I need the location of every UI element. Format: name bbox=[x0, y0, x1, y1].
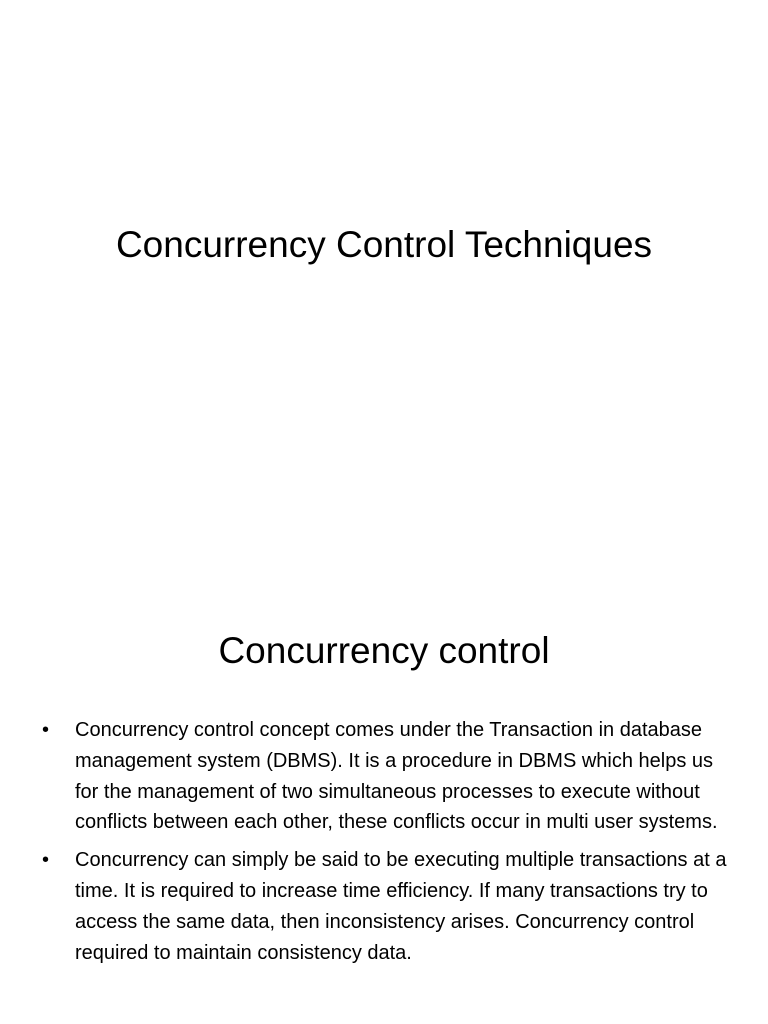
bullet-item-1 bbox=[38, 715, 728, 838]
slide-2-title: Concurrency control bbox=[218, 630, 550, 671]
bullet-item-2 bbox=[38, 845, 728, 968]
bullet-text-2: Concurrency can simply be said to be executing multiple transactions at a time. It is required to increase time efficiency. If many transactions try to access the same data, then inconsistency arises. Concurrency control required to maintain consistency data. bbox=[75, 849, 727, 964]
bullet-text-1: Concurrency control concept comes under the Transaction in database management system (DBMS). It is a procedure in DBMS which helps us for the management of two simultaneous processes to execute without conflicts between each other, these conflicts occur in multi user systems. bbox=[75, 719, 718, 834]
slide-1-title: Concurrency Control Techniques bbox=[115, 224, 653, 265]
slide-2 bbox=[0, 576, 768, 1024]
bullet-icon: • bbox=[42, 719, 50, 741]
bullet-list bbox=[38, 715, 728, 975]
bullet-icon: • bbox=[42, 849, 50, 872]
